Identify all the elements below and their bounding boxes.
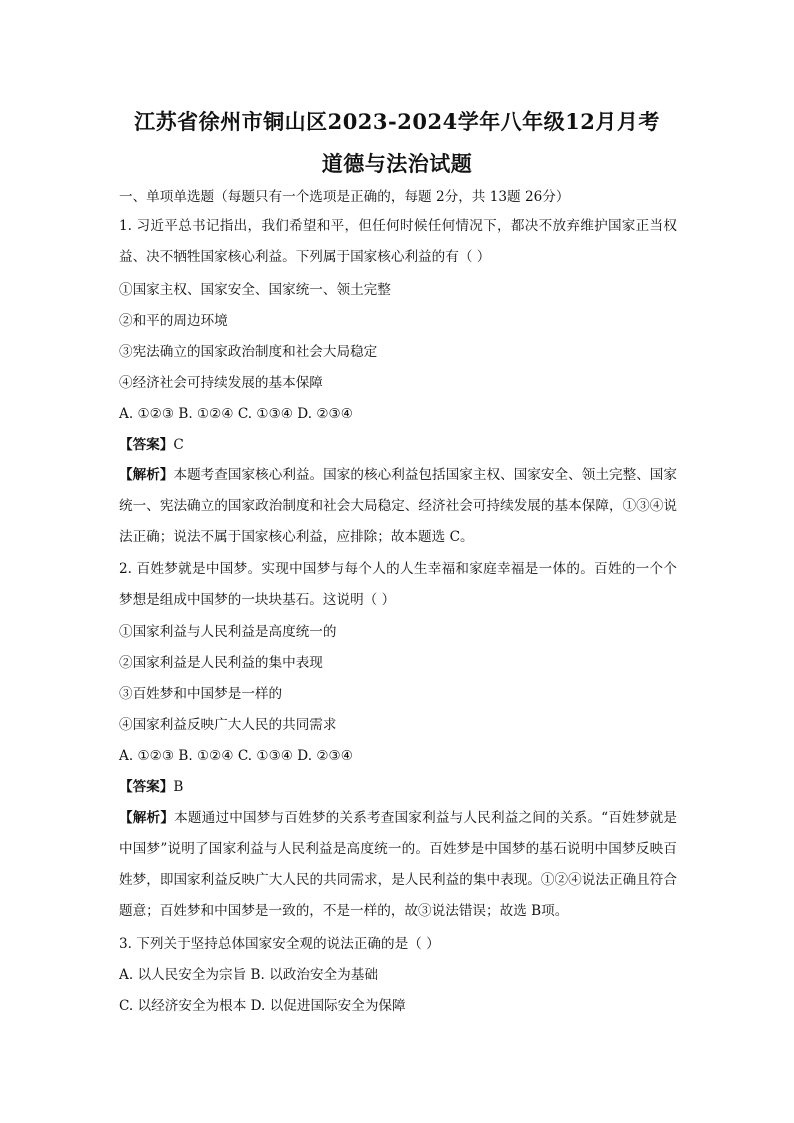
answer-value: C xyxy=(173,437,184,453)
answer-label: 【答案】 xyxy=(119,779,174,795)
question-1-answer xyxy=(119,435,679,455)
question-1-options: A. ①②③ B. ①②④ C. ①③④ D. ②③④ xyxy=(119,406,353,422)
answer-value: B xyxy=(173,779,184,795)
question-2-stem: 2. 百姓梦就是中国梦。实现中国梦与每个人的人生幸福和家庭幸福是一体的。百姓的一个个梦想是组成中国梦的一块块基石。这说明（ ） xyxy=(119,561,677,608)
analysis-label: 【解析】 xyxy=(119,810,175,826)
question-2-options: A. ①②③ B. ①②④ C. ①③④ D. ②③④ xyxy=(119,748,353,764)
question-3-options-row-1: A. 以人民安全为宗旨 B. 以政治安全为基础 xyxy=(119,967,378,983)
question-2-item-4: ④国家利益反映广大人民的共同需求 xyxy=(119,717,337,733)
question-2-answer xyxy=(119,777,679,797)
question-3-stem: 3. 下列关于坚持总体国家安全观的说法正确的是（ ） xyxy=(119,936,440,952)
question-1-stem: 1. 习近平总书记指出，我们希望和平，但任何时候任何情况下，都决不放弃维护国家正当权益、决不牺牲国家核心利益。下列属于国家核心利益的有（ ） xyxy=(119,218,677,265)
question-2-item-2: ②国家利益是人民利益的集中表现 xyxy=(119,655,323,671)
document-title: 江苏省徐州市铜山区2023-2024学年八年级12月月考 xyxy=(134,109,660,134)
document-subtitle: 道德与法治试题 xyxy=(321,151,473,176)
analysis-label: 【解析】 xyxy=(119,467,174,483)
section-header: 一、单项单选题（每题只有一个选项是正确的，每题 2分，共 13题 26分） xyxy=(119,189,570,205)
question-1-item-3: ③宪法确立的国家政治制度和社会大局稳定 xyxy=(119,344,378,360)
answer-label: 【答案】 xyxy=(119,437,174,453)
analysis-text: 本题通过中国梦与百姓梦的关系考查国家利益与人民利益之间的关系。“百姓梦就是中国梦”说明了国家利益与人民利益是高度统一的。百姓梦是中国梦的基石说明中国梦反映百姓梦，即国家利益反映广大人民的共同需求，是人民利益的集中表现。①②④说法正确且符合题意；百姓梦和中国梦是一致的，不是一样的，故③说法错误；故选 B项。 xyxy=(119,810,677,919)
question-2-item-3: ③百姓梦和中国梦是一样的 xyxy=(119,686,283,702)
question-1-item-1: ①国家主权、国家安全、国家统一、领土完整 xyxy=(119,282,391,298)
question-1-item-2: ②和平的周边环境 xyxy=(119,313,228,329)
question-2-analysis xyxy=(119,803,677,927)
question-1-analysis xyxy=(119,460,677,553)
question-3-options-row-2: C. 以经济安全为根本 D. 以促进国际安全为保障 xyxy=(119,998,406,1014)
question-1-item-4: ④经济社会可持续发展的基本保障 xyxy=(119,375,323,391)
analysis-text: 本题考查国家核心利益。国家的核心利益包括国家主权、国家安全、领土完整、国家统一、宪法确立的国家政治制度和社会大局稳定、经济社会可持续发展的基本保障，①③④说法正确；说法不属于国家核心利益，应排除；故本题选 C。 xyxy=(119,467,678,545)
question-2-item-1: ①国家利益与人民利益是高度统一的 xyxy=(119,624,337,640)
